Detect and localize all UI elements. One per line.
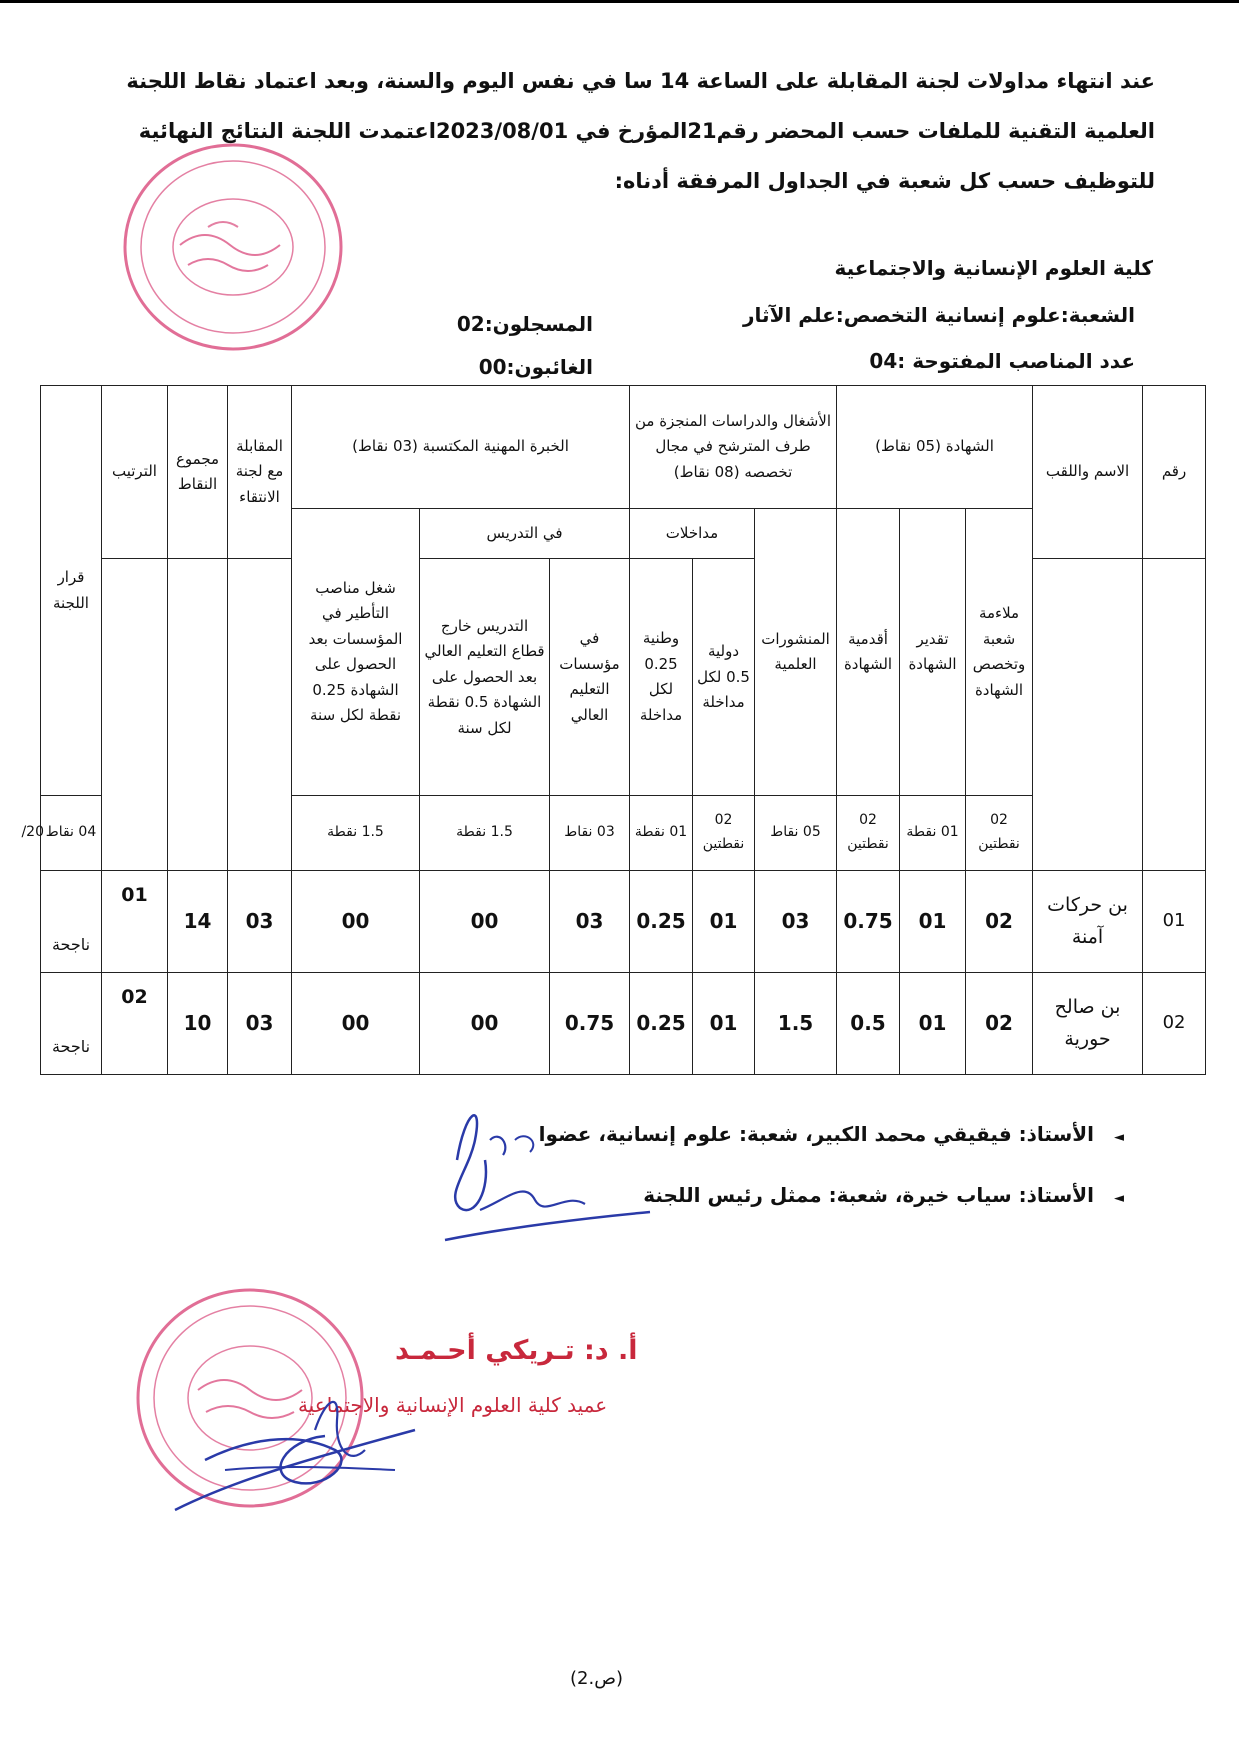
points-seniority: 02 نقطتين — [837, 796, 900, 871]
row-teach-higher: 03 — [550, 870, 630, 972]
header-teaching: في التدريس — [420, 508, 630, 558]
row-total: 14 — [168, 870, 228, 972]
dean-title: عميد كلية العلوم الإنسانية والاجتماعية — [298, 1393, 608, 1417]
row-seniority: 0.75 — [837, 870, 900, 972]
row-rank: 02 — [102, 972, 168, 1074]
points-publications: 05 نقاط — [755, 796, 837, 871]
row-number: 01 — [1143, 870, 1206, 972]
points-interview: 04 نقاط — [41, 796, 102, 871]
header-number-cont — [1143, 559, 1206, 871]
table-row — [41, 972, 1206, 1074]
bullet-arrow-icon: ◄ — [1114, 1191, 1124, 1206]
row-relevance: 02 — [966, 972, 1033, 1074]
header-international: دولية 0.5 لكل مداخلة — [693, 559, 755, 796]
row-decision: ناجحة — [41, 870, 102, 972]
branch-specialty-label: الشعبة:علوم إنسانية التخصص:علم الآثار — [743, 303, 1135, 327]
header-rank-cont — [102, 559, 168, 871]
absent-count: الغائبون:00 — [478, 355, 593, 379]
header-teach-higher: في مؤسسات التعليم العالي — [550, 559, 630, 796]
row-interview: 03 — [228, 972, 292, 1074]
registered-count: المسجلون:02 — [456, 312, 593, 336]
points-national: 01 نقطة — [630, 796, 693, 871]
faculty-label: كلية العلوم الإنسانية والاجتماعية — [834, 256, 1153, 280]
row-seniority: 0.5 — [837, 972, 900, 1074]
top-stamp — [118, 135, 348, 360]
page-number: (ص.2) — [570, 1668, 623, 1689]
points-relevance: 02 نقطتين — [966, 796, 1033, 871]
row-publications: 1.5 — [755, 972, 837, 1074]
dean-name: أ. د: تـريكي أحـمـد — [395, 1335, 638, 1366]
header-name-cont — [1033, 559, 1143, 871]
table-row — [41, 870, 1206, 972]
header-works-group: الأشغال والدراسات المنجزة من طرف المترشح في مجال تخصصه (08 نقاط) — [630, 386, 837, 509]
header-total-cont — [168, 559, 228, 871]
points-teach-higher: 03 نقاط — [550, 796, 630, 871]
bullet-arrow-icon: ◄ — [1114, 1130, 1124, 1145]
row-name: بن حركات آمنة — [1033, 870, 1143, 972]
row-supervision: 00 — [292, 972, 420, 1074]
header-interventions: مداخلات — [630, 508, 755, 558]
points-international: 02 نقطتين — [693, 796, 755, 871]
row-teach-outside: 00 — [420, 870, 550, 972]
row-number: 02 — [1143, 972, 1206, 1074]
points-teach-outside: 1.5 نقطة — [420, 796, 550, 871]
header-supervision: شغل مناصب التأطير في المؤسسات بعد الحصول على الشهادة 0.25 نقطة لكل سنة — [292, 508, 420, 795]
row-national: 0.25 — [630, 972, 693, 1074]
row-total: 10 — [168, 972, 228, 1074]
header-relevance: ملاءمة شعبة وتخصص الشهادة — [966, 508, 1033, 795]
header-interview-cont — [228, 559, 292, 871]
header-national: وطنية 0.25 لكل مداخلة — [630, 559, 693, 796]
points-grade: 01 نقطة — [900, 796, 966, 871]
header-publications: المنشورات العلمية — [755, 508, 837, 795]
open-posts-count: عدد المناصب المفتوحة :04 — [869, 349, 1135, 373]
row-relevance: 02 — [966, 870, 1033, 972]
committee-member-1: الأستاذ: فيقيقي محمد الكبير، شعبة: علوم إنسانية، عضوا — [538, 1122, 1094, 1146]
header-certificate-group: الشهادة (05 نقاط) — [837, 386, 1033, 509]
header-decision: قرار اللجنة — [41, 386, 102, 796]
header-experience-group: الخبرة المهنية المكتسبة (03 نقاط) — [292, 386, 630, 509]
row-publications: 03 — [755, 870, 837, 972]
row-name: بن صالح حورية — [1033, 972, 1143, 1074]
points-supervision: 1.5 نقطة — [292, 796, 420, 871]
intro-paragraph: عند انتهاء مداولات لجنة المقابلة على الساعة 14 سا في نفس اليوم والسنة، وبعد اعتماد نقاط اللجنة العلمية التقنية للملفات حسب المحضر رقم21المؤرخ في 2023/08/01اعتمدت اللجنة النتائج النهائية للتوظيف حسب كل شعبة في الجداول المرفقة أدناه: — [126, 69, 1155, 193]
top-border-line — [0, 0, 1239, 3]
row-rank: 01 — [102, 870, 168, 972]
row-interview: 03 — [228, 870, 292, 972]
row-grade: 01 — [900, 972, 966, 1074]
row-grade: 01 — [900, 870, 966, 972]
header-grade: تقدير الشهادة — [900, 508, 966, 795]
row-international: 01 — [693, 870, 755, 972]
row-supervision: 00 — [292, 870, 420, 972]
header-rank: الترتيب — [102, 386, 168, 559]
row-decision: ناجحة — [41, 972, 102, 1074]
row-national: 0.25 — [630, 870, 693, 972]
committee-member-2: الأستاذ: سياب خيرة، شعبة: ممثل رئيس اللجنة — [643, 1183, 1094, 1207]
header-teach-outside: التدريس خارج قطاع التعليم العالي بعد الحصول على الشهادة 0.5 نقطة لكل سنة — [420, 559, 550, 796]
header-number: رقم — [1143, 386, 1206, 559]
row-teach-outside: 00 — [420, 972, 550, 1074]
header-seniority: أقدمية الشهادة — [837, 508, 900, 795]
header-interview: المقابلة مع لجنة الانتقاء — [228, 386, 292, 559]
dean-signature — [165, 1370, 425, 1520]
header-total: مجموع النقاط — [168, 386, 228, 559]
row-international: 01 — [693, 972, 755, 1074]
members-signature — [385, 1100, 655, 1245]
row-teach-higher: 0.75 — [550, 972, 630, 1074]
header-name: الاسم واللقب — [1033, 386, 1143, 559]
results-table: رقم الاسم واللقب الشهادة (05 نقاط) الأشغال والدراسات المنجزة من طرف المترشح في مجال تخصصه (08 نقاط) الخبرة المهنية المكتسبة (03 نقاط) المقابلة مع لجنة الانتقاء مجموع النقاط الترتيب قرار اللجنة ملاءمة شعبة وتخصص الشهادة تقدير الشهادة أقدمية الشهادة المنشورات العلمية مداخلات في التدريس شغل مناصب التأطير في المؤسسات بعد الحصول على الشهادة 0.25 نقطة لكل سنة دولية 0.5 لكل مداخلة وطنية 0.25 لكل مداخلة في مؤسسات التعليم العالي التدريس خارج قطاع التعليم العالي بعد الحصول على الشهادة 0.5 نقطة لكل سنة 02 نقطتين 01 نقطة 02 نقطتين 05 نقاط 02 نقطتين 01 نقطة 03 نقاط 1.5 نقطة 1.5 نقطة 04 نقاط 20/ 01 بن حركات آمنة 02 01 0.75 03 01 0.25 03 00 00 03 14 01 ناجحة 02 بن صالح حورية 02 01 0.5 1.5 01 0.25 0.75 00 00 03 10 02 ناجحة — [40, 385, 1206, 1075]
